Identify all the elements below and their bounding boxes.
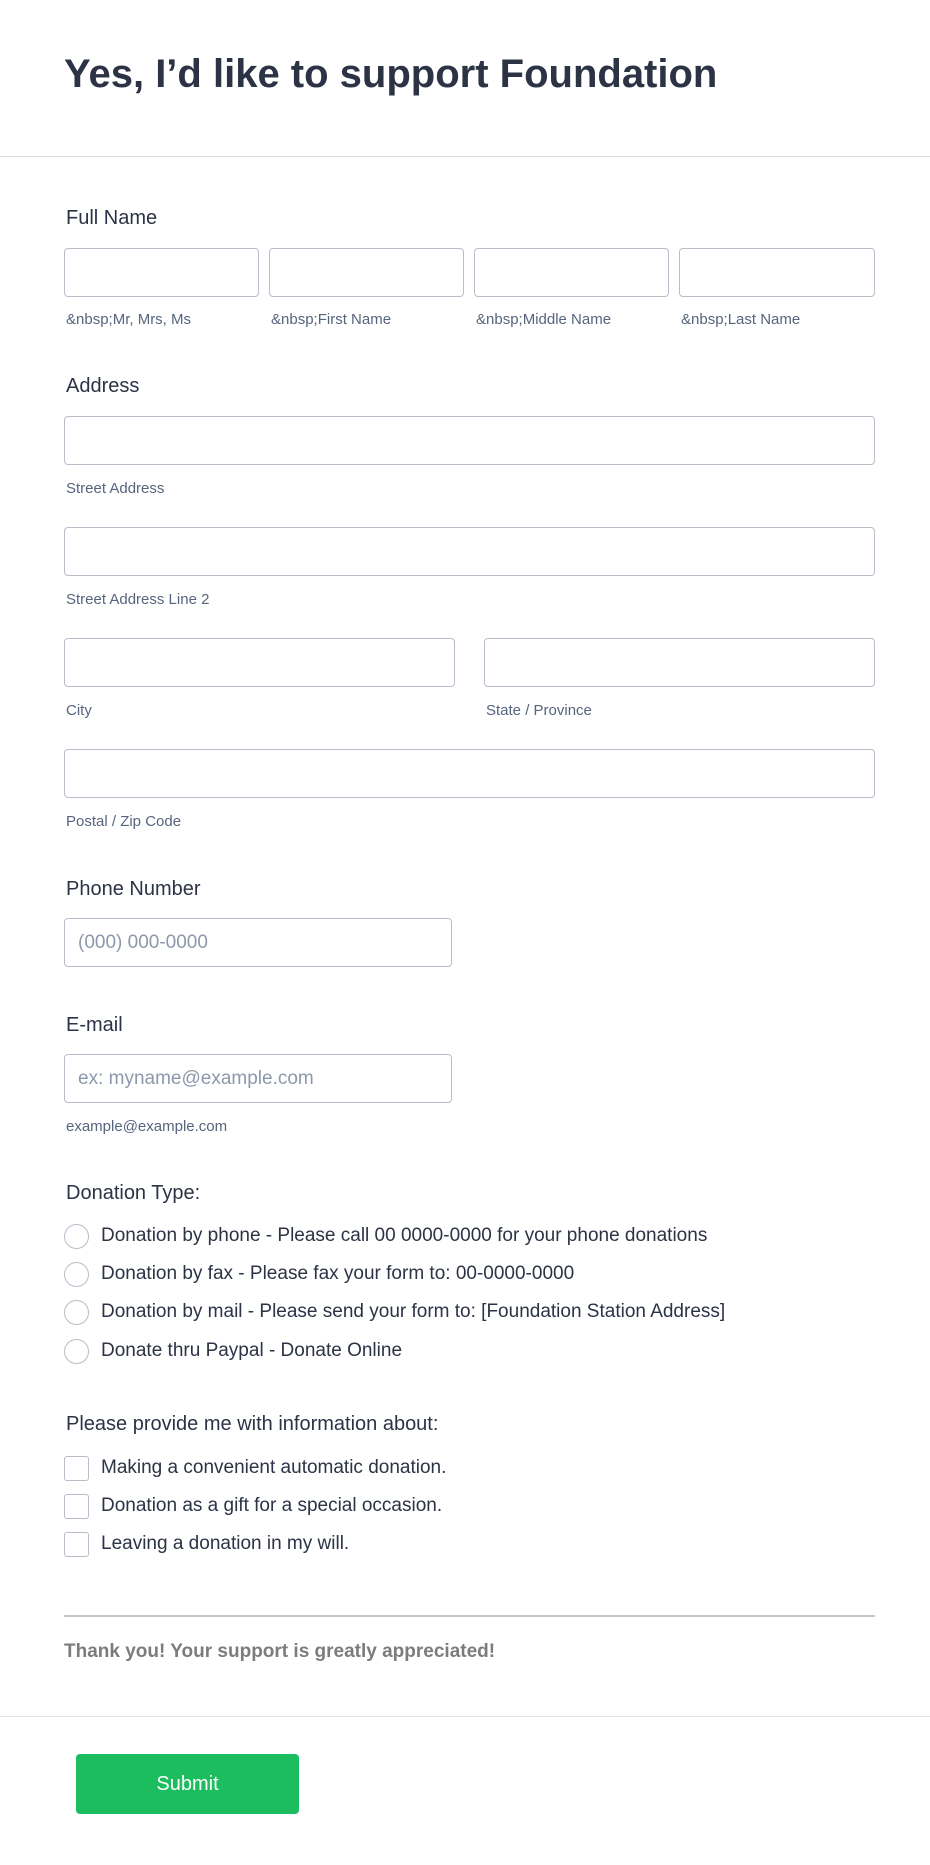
email-input-wrapper bbox=[64, 1054, 452, 1103]
donation-option-paypal[interactable] bbox=[64, 1338, 402, 1364]
address-label: Address bbox=[66, 375, 140, 397]
radio-button[interactable] bbox=[64, 1300, 89, 1325]
info-option-label: Leaving a donation in my will. bbox=[101, 1533, 350, 1554]
form-header bbox=[0, 0, 930, 157]
street-address-input-wrapper bbox=[64, 416, 875, 465]
info-option-automatic[interactable] bbox=[64, 1455, 446, 1481]
phone-input-wrapper bbox=[64, 918, 452, 967]
donation-option-label: Donation by phone - Please call 00 0000-0000 for your phone donations bbox=[101, 1225, 708, 1246]
prefix-input-wrapper bbox=[64, 248, 259, 297]
city-input[interactable] bbox=[65, 639, 454, 686]
submit-button[interactable]: Submit bbox=[76, 1754, 299, 1814]
middle-name-input-wrapper bbox=[474, 248, 669, 297]
radio-button[interactable] bbox=[64, 1224, 89, 1249]
first-name-sublabel: &nbsp;First Name bbox=[271, 311, 392, 328]
donation-option-label: Donation by fax - Please fax your form to: 00-0000-0000 bbox=[101, 1263, 575, 1284]
radio-button[interactable] bbox=[64, 1262, 89, 1287]
info-option-will[interactable] bbox=[64, 1531, 349, 1557]
zip-sublabel: Postal / Zip Code bbox=[66, 813, 182, 830]
info-request-label: Please provide me with information about: bbox=[66, 1413, 439, 1435]
middle-name-sublabel: &nbsp;Middle Name bbox=[476, 311, 612, 328]
street-address-2-sublabel: Street Address Line 2 bbox=[66, 591, 210, 608]
street-address-sublabel: Street Address bbox=[66, 480, 165, 497]
street-address-input[interactable] bbox=[65, 417, 874, 464]
email-sublabel: example@example.com bbox=[66, 1118, 228, 1135]
section-divider bbox=[64, 1615, 875, 1617]
zip-input[interactable] bbox=[65, 750, 874, 797]
email-input[interactable] bbox=[65, 1055, 451, 1102]
checkbox[interactable] bbox=[64, 1494, 89, 1519]
prefix-sublabel: &nbsp;Mr, Mrs, Ms bbox=[66, 311, 192, 328]
last-name-input[interactable] bbox=[680, 249, 874, 296]
middle-name-input[interactable] bbox=[475, 249, 668, 296]
last-name-input-wrapper bbox=[679, 248, 875, 297]
state-sublabel: State / Province bbox=[486, 702, 592, 719]
donation-option-label: Donation by mail - Please send your form to: [Foundation Station Address] bbox=[101, 1301, 726, 1322]
page-title: Yes, I’d like to support Foundation bbox=[64, 52, 718, 96]
info-option-label: Making a convenient automatic donation. bbox=[101, 1457, 447, 1478]
street-address-2-input-wrapper bbox=[64, 527, 875, 576]
street-address-2-input[interactable] bbox=[65, 528, 874, 575]
first-name-input-wrapper bbox=[269, 248, 464, 297]
city-input-wrapper bbox=[64, 638, 455, 687]
checkbox[interactable] bbox=[64, 1532, 89, 1557]
checkbox[interactable] bbox=[64, 1456, 89, 1481]
state-input-wrapper bbox=[484, 638, 875, 687]
radio-button[interactable] bbox=[64, 1339, 89, 1364]
first-name-input[interactable] bbox=[270, 249, 463, 296]
thanks-text: Thank you! Your support is greatly appreciated! bbox=[64, 1641, 496, 1662]
city-sublabel: City bbox=[66, 702, 92, 719]
donation-option-phone[interactable] bbox=[64, 1223, 707, 1249]
phone-input[interactable] bbox=[65, 919, 451, 966]
info-option-gift[interactable] bbox=[64, 1493, 442, 1519]
email-label: E-mail bbox=[66, 1014, 123, 1036]
last-name-sublabel: &nbsp;Last Name bbox=[681, 311, 801, 328]
info-option-label: Donation as a gift for a special occasion. bbox=[101, 1495, 443, 1516]
phone-label: Phone Number bbox=[66, 878, 201, 900]
prefix-input[interactable] bbox=[65, 249, 258, 296]
zip-input-wrapper bbox=[64, 749, 875, 798]
donation-option-label: Donate thru Paypal - Donate Online bbox=[101, 1340, 403, 1361]
full-name-label: Full Name bbox=[66, 207, 158, 229]
state-input[interactable] bbox=[485, 639, 874, 686]
donation-option-fax[interactable] bbox=[64, 1261, 574, 1287]
donation-type-label: Donation Type: bbox=[66, 1182, 201, 1204]
donation-option-mail[interactable] bbox=[64, 1299, 725, 1325]
